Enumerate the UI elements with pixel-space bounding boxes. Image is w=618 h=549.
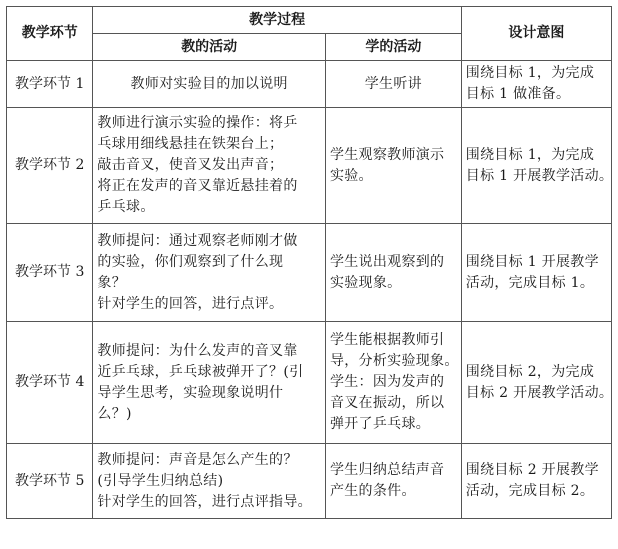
student-activity-cell-line: 弹开了乒乓球。 (329, 416, 431, 432)
design-intent-cell-line: 活动，完成目标 2。 (465, 483, 595, 499)
teacher-activity-cell-line: 象？ (97, 274, 127, 291)
design-intent-cell-line: 围绕目标 2 开展教学 (465, 462, 599, 478)
student-activity-cell (325, 108, 461, 224)
teacher-activity-cell-line: 教师提问：通过观察老师刚才做 (97, 232, 298, 249)
student-activity-cell-line: 学生观察教师演示 (329, 146, 445, 163)
header-process: 教学过程 (93, 7, 461, 34)
teacher-activity-cell-line: 敲击音叉，使音叉发出声音； (97, 157, 284, 173)
teacher-activity-cell-line: 教师提问：声音是怎么产生的？ (97, 451, 298, 468)
teacher-activity-cell-line: 近乒乓球，乒乓球被弹开了？(引 (97, 363, 304, 380)
student-activity-cell-line: 学生说出观察到的 (329, 253, 445, 270)
student-activity-cell (325, 61, 461, 108)
teacher-activity-cell (93, 224, 326, 322)
teacher-activity-cell-line: 将正在发声的音叉靠近悬挂着的 (97, 178, 298, 194)
header-student-activity: 学的活动 (325, 34, 461, 61)
header-stage: 教学环节 (7, 7, 93, 61)
design-intent-cell-line: 围绕目标 1，为完成 (465, 146, 595, 163)
table-body (7, 61, 612, 519)
design-intent-cell (461, 322, 614, 444)
design-intent-cell-line: 围绕目标 1 开展教学 (465, 253, 599, 270)
header-teacher-activity: 教的活动 (93, 34, 326, 61)
header-design-intent: 设计意图 (461, 7, 611, 61)
student-activity-cell-line: 导，分析实验现象。 (329, 353, 459, 369)
table-row (7, 322, 612, 444)
design-intent-cell-line: 活动，完成目标 1。 (465, 274, 595, 291)
teacher-activity-cell-line: 么？) (97, 405, 132, 422)
teacher-activity-cell-line: 针对学生的回答，进行点评指导。 (97, 493, 312, 510)
teacher-activity-cell-line: 乓球用细线悬挂在铁架台上； (97, 136, 284, 152)
table-row (7, 224, 612, 322)
student-activity-cell-line: 学生能根据教师引 (329, 332, 445, 348)
stage-cell: 教学环节 5 (7, 444, 93, 519)
stage-cell: 教学环节 4 (7, 322, 93, 444)
design-intent-cell (461, 108, 614, 224)
teacher-activity-cell (93, 444, 326, 519)
table-row (7, 108, 612, 224)
design-intent-cell-line: 围绕目标 1，为完成 (465, 65, 595, 81)
design-intent-cell-line: 围绕目标 2，为完成 (465, 363, 595, 380)
student-activity-cell (325, 444, 461, 519)
teacher-activity-cell (93, 322, 326, 444)
teacher-activity-cell-line: 教师进行演示实验的操作：将乒 (97, 115, 298, 131)
teacher-activity-cell-line: 的实验，你们观察到了什么现 (97, 253, 284, 270)
table-row (7, 61, 612, 108)
stage-cell: 教学环节 1 (7, 61, 93, 108)
teacher-activity-cell-line: 教师提问：为什么发声的音叉靠 (97, 342, 298, 359)
teacher-activity-cell-line: (引导学生归纳总结) (97, 472, 224, 489)
teacher-activity-cell (93, 61, 326, 108)
table-header (7, 7, 612, 61)
teacher-activity-cell-line: 教师对实验目的加以说明 (130, 75, 288, 92)
teacher-activity-cell-line: 针对学生的回答，进行点评。 (97, 295, 284, 312)
student-activity-cell (325, 322, 461, 444)
stage-cell: 教学环节 2 (7, 108, 93, 224)
stage-cell: 教学环节 3 (7, 224, 93, 322)
student-activity-cell-line: 产生的条件。 (329, 483, 416, 499)
teacher-activity-cell (93, 108, 326, 224)
design-intent-cell-line: 目标 1 做准备。 (465, 86, 571, 102)
student-activity-cell-line: 音叉在振动，所以 (329, 395, 445, 411)
student-activity-cell-line: 实验。 (329, 167, 373, 184)
design-intent-cell-line: 目标 1 开展教学活动。 (465, 167, 614, 184)
header-row-top (7, 7, 612, 34)
teacher-activity-cell-line: 导学生思考，实验现象说明什 (97, 384, 284, 401)
student-activity-cell-line: 学生：因为发声的 (329, 374, 445, 390)
design-intent-cell (461, 224, 611, 322)
student-activity-cell-line: 学生听讲 (364, 75, 422, 92)
student-activity-cell-line: 实验现象。 (329, 274, 402, 291)
table-row (7, 444, 612, 519)
design-intent-cell (461, 61, 611, 108)
lesson-plan-table (6, 6, 612, 519)
design-intent-cell-line: 目标 2 开展教学活动。 (465, 384, 614, 401)
teacher-activity-cell-line: 乒乓球。 (97, 199, 155, 215)
design-intent-cell (461, 444, 611, 519)
student-activity-cell (325, 224, 461, 322)
student-activity-cell-line: 学生归纳总结声音 (329, 462, 445, 478)
